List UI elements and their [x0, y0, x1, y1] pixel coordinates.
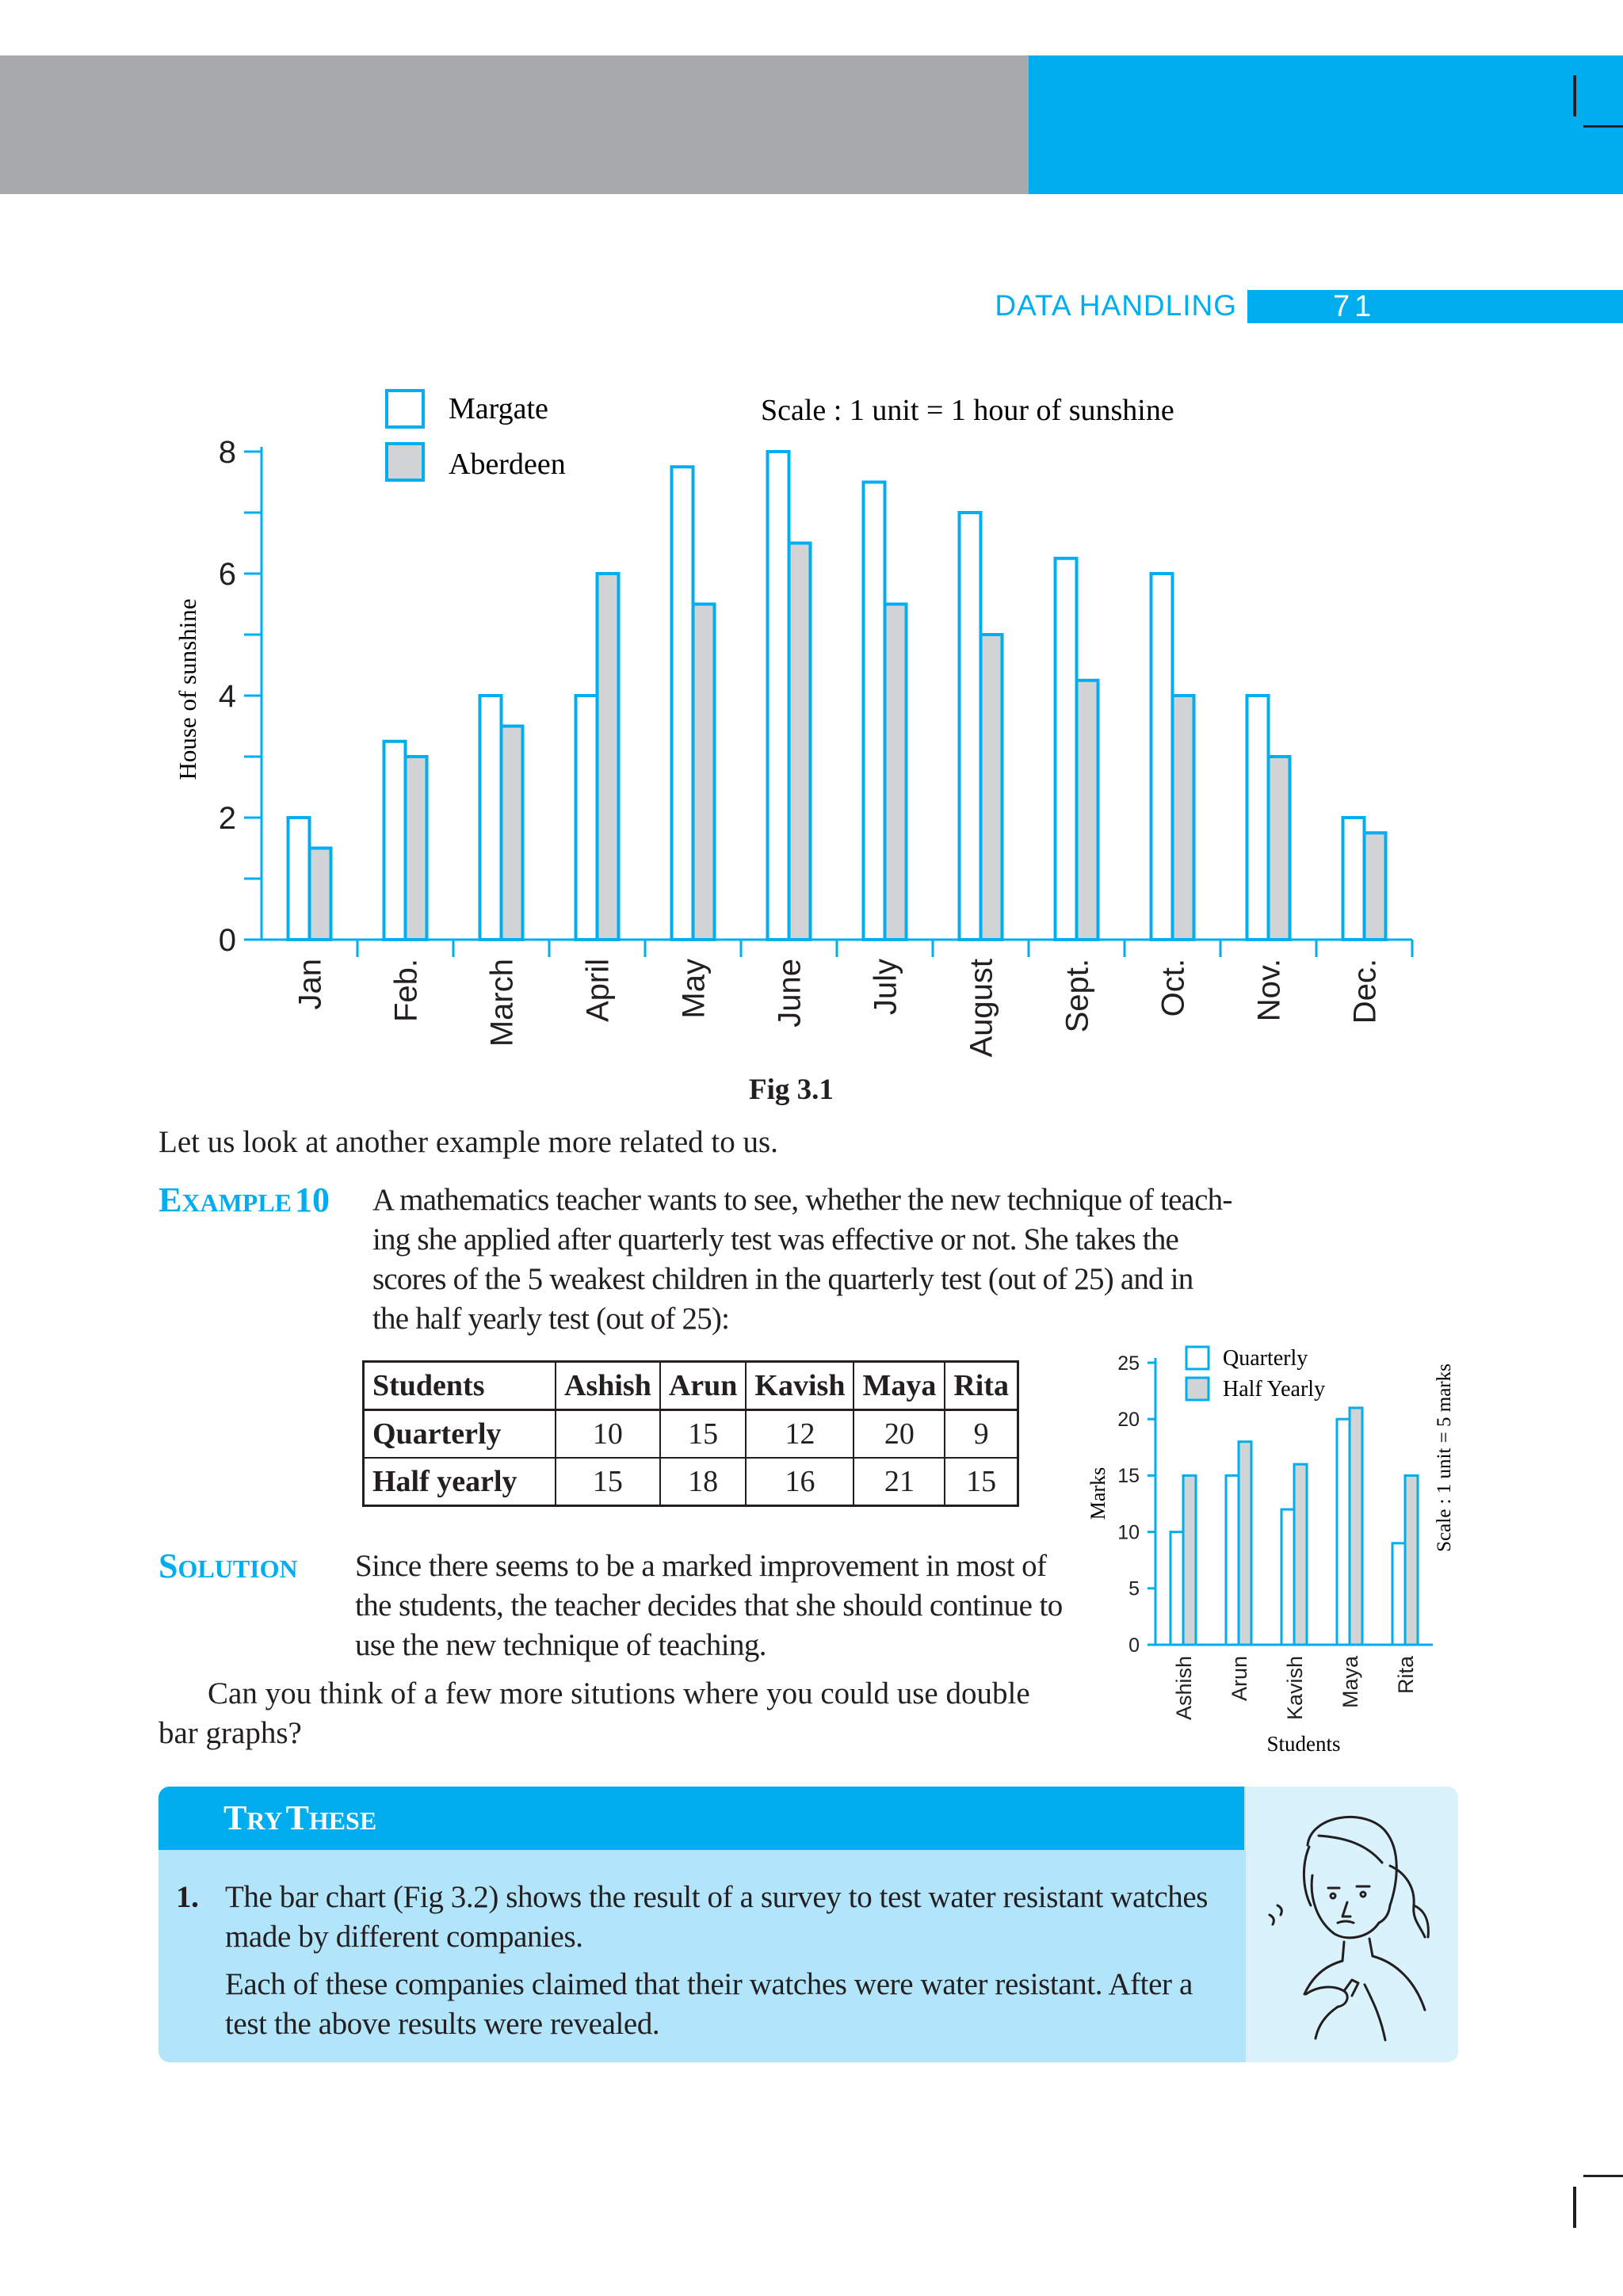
- y-tick-label: 10: [1117, 1521, 1140, 1544]
- example-line: scores of the 5 weakest children in the quarterly test (out of 25) and in: [372, 1262, 1193, 1296]
- bar-quarterly: [1281, 1509, 1294, 1645]
- try-title-rest: RY: [246, 1806, 283, 1835]
- x-category-label: Rita: [1394, 1656, 1418, 1695]
- intro-text: Let us look at another example more related to us.: [158, 1125, 778, 1159]
- x-category-label: August: [964, 959, 999, 1058]
- bar-margate: [672, 467, 693, 940]
- table-header-cell: Maya: [854, 1362, 945, 1410]
- table-cell: 15: [945, 1458, 1018, 1506]
- bar-half-yearly: [1350, 1408, 1362, 1645]
- table-cell: 15: [660, 1410, 747, 1459]
- legend-label-aberdeen: Aberdeen: [449, 448, 566, 481]
- marks-x-axis-label: Students: [1266, 1732, 1341, 1756]
- scores-table: [362, 1360, 1019, 1507]
- girl-thinking-illustration-icon: [1246, 1787, 1458, 2062]
- solution-line: use the new technique of teaching.: [355, 1628, 766, 1662]
- solution-line: the students, the teacher decides that she should continue to: [355, 1589, 1063, 1623]
- item-line: Each of these companies claimed that their watches were water resistant. After a: [225, 1967, 1193, 2001]
- table-header-cell: Students: [364, 1362, 556, 1410]
- try-title-rest: HESE: [308, 1806, 377, 1835]
- sunshine-chart: [0, 364, 1623, 1125]
- try-these-illustration-panel: [1246, 1787, 1458, 2062]
- solution-text: [355, 1547, 1063, 1665]
- bar-aberdeen: [1077, 681, 1098, 940]
- table-header-cell: Rita: [945, 1362, 1018, 1410]
- x-category-label: June: [772, 959, 808, 1028]
- bar-half-yearly: [1405, 1475, 1418, 1645]
- crop-mark: [1583, 125, 1623, 128]
- marks-scale-note: Scale : 1 unit = 5 marks: [1434, 1363, 1455, 1552]
- example-label-rest: XAMPLE: [181, 1188, 292, 1217]
- bar-quarterly: [1170, 1532, 1183, 1645]
- x-category-label: Kavish: [1283, 1656, 1307, 1721]
- item-number: 1.: [176, 1880, 199, 1914]
- legend-label-quarterly: Quarterly: [1223, 1346, 1308, 1371]
- table-cell: 15: [556, 1458, 660, 1506]
- bar-half-yearly: [1294, 1464, 1307, 1645]
- x-category-label: Dec.: [1347, 959, 1383, 1024]
- table-cell: 21: [854, 1458, 945, 1506]
- y-tick-label: 8: [218, 435, 236, 470]
- x-category-label: Oct.: [1155, 959, 1191, 1017]
- bar-margate: [480, 696, 502, 940]
- marks-y-axis-label: Marks: [1086, 1466, 1109, 1520]
- legend-swatch-half-yearly: [1186, 1378, 1209, 1400]
- example-label: [158, 1180, 330, 1228]
- bar-aberdeen: [885, 605, 907, 940]
- question-text: [158, 1674, 1030, 1753]
- solution-label-rest: OLUTION: [178, 1554, 298, 1583]
- bar-margate: [1247, 696, 1269, 940]
- try-title-initial: T: [223, 1798, 247, 1837]
- x-category-label: Sept.: [1060, 959, 1095, 1033]
- table-cell: 12: [746, 1410, 854, 1459]
- table-row-label: Half yearly: [364, 1458, 556, 1506]
- top-banner-blue: [1029, 55, 1623, 194]
- table-header-cell: Kavish: [746, 1362, 854, 1410]
- table-cell: 10: [556, 1410, 660, 1459]
- y-tick-label: 15: [1117, 1465, 1140, 1488]
- table-cell: 18: [660, 1458, 747, 1506]
- bar-aberdeen: [406, 757, 427, 940]
- question-line: bar graphs?: [158, 1716, 302, 1750]
- bar-margate: [576, 696, 598, 940]
- example-number: 10: [295, 1180, 330, 1219]
- legend-label-margate: Margate: [449, 392, 548, 425]
- bar-margate: [384, 742, 406, 940]
- solution-label: [158, 1547, 298, 1594]
- table-header-cell: Arun: [660, 1362, 747, 1410]
- chart-scale-note: Scale : 1 unit = 1 hour of sunshine: [761, 394, 1174, 427]
- y-tick-label: 6: [218, 557, 236, 592]
- try-these-item: [176, 1878, 1238, 2044]
- bar-margate: [1343, 818, 1365, 940]
- table-row: [364, 1410, 1018, 1459]
- x-category-label: March: [484, 959, 520, 1047]
- x-category-label: July: [868, 959, 903, 1016]
- y-tick-label: 4: [218, 679, 236, 714]
- legend-swatch-quarterly: [1186, 1347, 1209, 1369]
- bar-quarterly: [1337, 1419, 1350, 1645]
- chart-y-axis-label: House of sunshine: [174, 598, 201, 780]
- table-header-cell: Ashish: [556, 1362, 660, 1410]
- y-tick-label: 2: [218, 801, 236, 836]
- x-category-label: April: [580, 959, 616, 1023]
- y-tick-label: 0: [1128, 1634, 1140, 1657]
- bar-aberdeen: [1173, 696, 1194, 940]
- x-category-label: Nov.: [1251, 959, 1287, 1022]
- y-tick-label: 5: [1128, 1577, 1140, 1600]
- page-number-bar: [1247, 290, 1623, 323]
- x-category-label: Jan: [292, 959, 328, 1010]
- table-header-row: [364, 1362, 1018, 1410]
- bar-aberdeen: [598, 574, 619, 940]
- bar-aberdeen: [1269, 757, 1290, 940]
- example-line: the half yearly test (out of 25):: [372, 1302, 730, 1336]
- x-category-label: Feb.: [388, 959, 424, 1023]
- bar-aberdeen: [310, 849, 331, 940]
- example-label-initial: E: [158, 1180, 182, 1219]
- table-row: [364, 1458, 1018, 1506]
- crop-mark: [1573, 2187, 1576, 2228]
- table-cell: 16: [746, 1458, 854, 1506]
- section-title: DATA HANDLING: [995, 289, 1237, 322]
- x-category-label: May: [676, 959, 712, 1019]
- try-title-initial: T: [285, 1798, 309, 1837]
- bar-quarterly: [1226, 1475, 1239, 1645]
- item-line: The bar chart (Fig 3.2) shows the result of a survey to test water resistant watches: [225, 1880, 1209, 1914]
- table-cell: 9: [945, 1410, 1018, 1459]
- page-number: 71: [1333, 290, 1377, 323]
- marks-chart: [1062, 1331, 1474, 1775]
- example-text: [372, 1180, 1232, 1339]
- bar-margate: [768, 452, 789, 940]
- item-line: test the above results were revealed.: [225, 2007, 660, 2041]
- x-category-label: Arun: [1228, 1656, 1251, 1702]
- bar-aberdeen: [981, 635, 1002, 940]
- crop-mark: [1573, 75, 1576, 116]
- crop-mark: [1583, 2175, 1623, 2177]
- bar-aberdeen: [502, 727, 523, 940]
- question-line: Can you think of a few more situtions where you could use double: [208, 1676, 1030, 1711]
- figure-caption: Fig 3.1: [749, 1074, 834, 1106]
- bar-margate: [960, 513, 981, 940]
- bar-aberdeen: [789, 543, 811, 940]
- legend-label-half-yearly: Half Yearly: [1223, 1377, 1326, 1402]
- table-row-label: Quarterly: [364, 1410, 556, 1459]
- bar-half-yearly: [1183, 1475, 1196, 1645]
- example-line: A mathematics teacher wants to see, whether the new technique of teach-: [372, 1183, 1232, 1217]
- top-banner-gray: [0, 55, 1029, 194]
- y-tick-label: 20: [1117, 1408, 1140, 1431]
- bar-margate: [1056, 559, 1077, 940]
- item-line: made by different companies.: [225, 1920, 583, 1954]
- solution-line: Since there seems to be a marked improvement in most of: [355, 1549, 1047, 1583]
- bar-margate: [288, 818, 310, 940]
- solution-label-initial: S: [158, 1547, 178, 1585]
- example-line: ing she applied after quarterly test was effective or not. She takes the: [372, 1222, 1179, 1257]
- table-cell: 20: [854, 1410, 945, 1459]
- bar-margate: [864, 482, 885, 940]
- legend-swatch-aberdeen: [387, 444, 423, 480]
- x-category-label: Maya: [1338, 1656, 1362, 1709]
- bar-aberdeen: [1365, 833, 1386, 940]
- bar-quarterly: [1392, 1543, 1405, 1645]
- y-tick-label: 0: [218, 923, 236, 958]
- x-category-label: Ashish: [1172, 1656, 1196, 1721]
- bar-margate: [1151, 574, 1173, 940]
- bar-half-yearly: [1239, 1442, 1251, 1645]
- legend-swatch-margate: [387, 391, 423, 427]
- bar-aberdeen: [693, 605, 715, 940]
- y-tick-label: 25: [1117, 1352, 1140, 1375]
- try-these-title: [223, 1798, 376, 1846]
